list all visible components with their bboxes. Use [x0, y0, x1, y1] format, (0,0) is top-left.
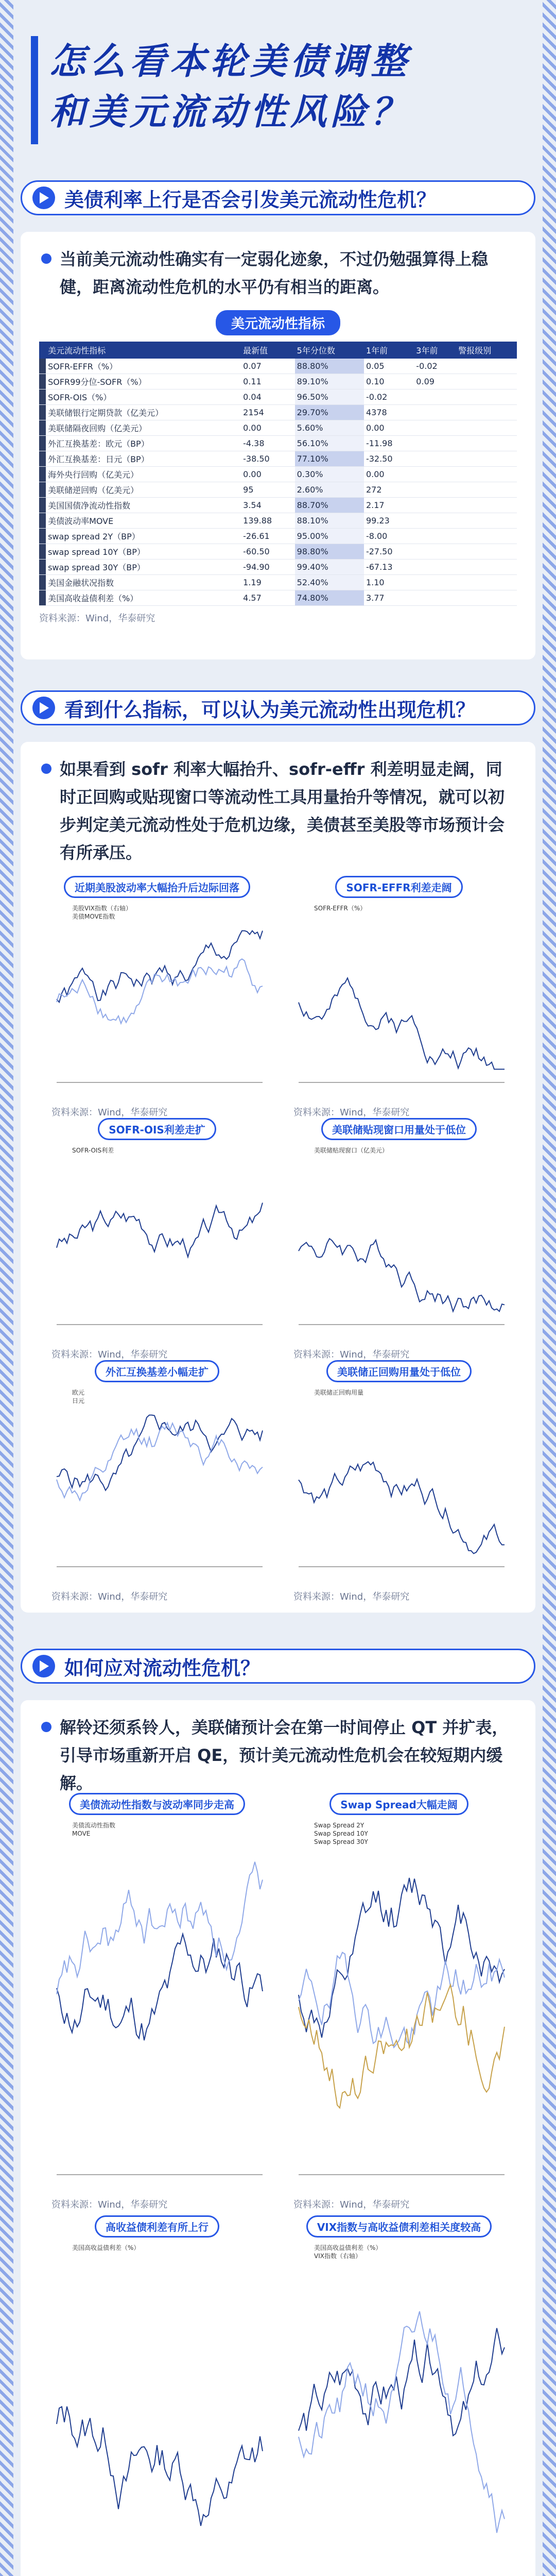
legend-label: Swap Spread 30Y: [314, 1838, 368, 1845]
series-line: [57, 1423, 263, 1500]
table-cell: 29.70%: [295, 405, 364, 420]
table-cell: 0.00: [241, 467, 295, 482]
table-cell: 3.54: [241, 498, 295, 513]
table-cell: [414, 560, 456, 575]
table-cell: SOFR99分位-SOFR（%）: [46, 374, 241, 389]
table-cell: [39, 467, 46, 482]
hero-title-2: 和美元流动性风险？: [49, 91, 411, 133]
chart-source: 资料来源：Wind，华泰研究: [293, 2199, 410, 2210]
table-cell: 88.70%: [295, 498, 364, 513]
chart: [41, 1360, 273, 1602]
table-row: [39, 560, 517, 575]
table-cell: [456, 498, 517, 513]
chart: [283, 2215, 515, 2576]
series-line: [57, 1934, 263, 2040]
table-cell: [414, 436, 456, 451]
legend-label: 美国高收益债利差（%）: [72, 2244, 140, 2251]
table-cell: [414, 420, 456, 436]
table-cell: [414, 575, 456, 590]
section-1-card: [21, 232, 535, 659]
legend-label: 日元: [72, 1397, 85, 1404]
table-cell: SOFR-OIS（%）: [46, 389, 241, 405]
table-cell: 美债波动率MOVE: [46, 513, 241, 529]
play-icon: [32, 697, 55, 719]
right-stripe: [543, 0, 556, 2576]
chart-svg: [41, 2242, 273, 2576]
table-cell: SOFR-EFFR（%）: [46, 359, 241, 374]
hero: [31, 36, 525, 155]
table-cell: 2.60%: [295, 482, 364, 498]
table-cell: [456, 374, 517, 389]
section-2-title: 看到什么指标，可以认为美元流动性出现危机？: [21, 690, 535, 725]
table-cell: [456, 544, 517, 560]
table-cell: [456, 420, 517, 436]
section-2-para: 如果看到 sofr 利率大幅抬升、sofr-effr 利差明显走阔，同时正回购或贴现窗口等流动性工具用量抬升等情况，就可以初步判定美元流动性处于危机边缘，美债甚至美股等市场预计会有所承压。: [39, 755, 517, 867]
table-cell: 外汇互换基差：日元（BP）: [46, 451, 241, 467]
table-cell: [456, 590, 517, 606]
table-cell: [414, 544, 456, 560]
table-pill: 美元流动性指标: [216, 310, 340, 335]
chart-source: 资料来源：Wind，华泰研究: [51, 1591, 168, 1602]
table-header: 3年前: [414, 342, 456, 359]
table-cell: [39, 420, 46, 436]
table-row: [39, 420, 517, 436]
table-cell: 1.19: [241, 575, 295, 590]
table-cell: 0.09: [414, 374, 456, 389]
chart: [283, 1793, 515, 2210]
chart-source: 资料来源：Wind，华泰研究: [293, 1107, 410, 1118]
section-1-title: 美债利率上行是否会引发美元流动性危机？: [21, 180, 535, 215]
table-cell: -94.90: [241, 560, 295, 575]
series-line: [299, 1462, 505, 1553]
series-line: [57, 1862, 263, 1994]
series-line: [57, 2406, 263, 2526]
table-cell: [456, 529, 517, 544]
table-cell: -32.50: [364, 451, 414, 467]
chart-svg: [41, 1819, 273, 2190]
chart-svg: [283, 1386, 515, 1582]
chart: [283, 1118, 515, 1360]
table-cell: [456, 451, 517, 467]
series-line: [299, 1878, 505, 2038]
legend-label: 美债流动性指数: [72, 1822, 116, 1829]
table-cell: 4.57: [241, 590, 295, 606]
table-cell: 99.23: [364, 513, 414, 529]
table-cell: swap spread 2Y（BP）: [46, 529, 241, 544]
table-row: [39, 374, 517, 389]
table-cell: 美联储隔夜回购（亿美元）: [46, 420, 241, 436]
table-row: [39, 575, 517, 590]
chart-source: 资料来源：Wind，华泰研究: [51, 2199, 168, 2210]
table-cell: -0.02: [414, 359, 456, 374]
liquidity-table: [39, 342, 517, 606]
table-header: 最新值: [241, 342, 295, 359]
chart-title: SOFR-EFFR利差走阔: [335, 876, 462, 898]
table-row: [39, 467, 517, 482]
legend-label: VIX指数（右轴）: [314, 2252, 361, 2260]
table-cell: 77.10%: [295, 451, 364, 467]
table-cell: -60.50: [241, 544, 295, 560]
table-cell: [39, 544, 46, 560]
hero-bar: [31, 36, 38, 144]
chart-title: 美联储贴现窗口用量处于低位: [321, 1118, 477, 1140]
table-cell: -8.00: [364, 529, 414, 544]
table-cell: 99.40%: [295, 560, 364, 575]
table-cell: -38.50: [241, 451, 295, 467]
table-cell: -27.50: [364, 544, 414, 560]
chart-title: VIX指数与高收益债利差相关度较高: [306, 2215, 492, 2238]
table-cell: [414, 482, 456, 498]
chart: [41, 876, 273, 1118]
table-cell: [456, 359, 517, 374]
series-line: [57, 1415, 263, 1490]
hero-title-1: 怎么看本轮美债调整: [49, 40, 411, 82]
table-cell: [414, 513, 456, 529]
legend-label: SOFR-EFFR（%）: [314, 905, 367, 912]
table-row: [39, 359, 517, 374]
table-header: 美元流动性指标: [46, 342, 241, 359]
table-cell: 美国高收益债利差（%）: [46, 590, 241, 606]
table-cell: 美国金融状况指数: [46, 575, 241, 590]
bullet-icon: [41, 764, 51, 774]
table-cell: [414, 529, 456, 544]
table-cell: [39, 513, 46, 529]
chart-title: 外汇互换基差小幅走扩: [95, 1360, 219, 1382]
table-cell: 0.10: [364, 374, 414, 389]
table-cell: 0.04: [241, 389, 295, 405]
chart-svg: [283, 2242, 515, 2576]
chart: [41, 2215, 273, 2576]
table-cell: [39, 451, 46, 467]
table-header: 1年前: [364, 342, 414, 359]
table-cell: [456, 467, 517, 482]
table-cell: 0.00: [364, 420, 414, 436]
legend-label: Swap Spread 2Y: [314, 1822, 364, 1829]
table-row: [39, 498, 517, 513]
table-cell: [39, 436, 46, 451]
table-cell: [414, 590, 456, 606]
table-cell: -0.02: [364, 389, 414, 405]
table-cell: 88.10%: [295, 513, 364, 529]
table-cell: 52.40%: [295, 575, 364, 590]
legend-label: 欧元: [72, 1389, 85, 1396]
table-cell: 海外央行回购（亿美元）: [46, 467, 241, 482]
table-cell: [39, 529, 46, 544]
table-cell: [456, 436, 517, 451]
table-cell: 美联储银行定期贷款（亿美元）: [46, 405, 241, 420]
chart-svg: [41, 902, 273, 1098]
source-1: 资料来源：Wind，华泰研究: [39, 613, 155, 624]
table-cell: [39, 389, 46, 405]
table-cell: [39, 575, 46, 590]
table-cell: [39, 482, 46, 498]
legend-label: 美联储正回购用量: [314, 1389, 364, 1396]
chart-source: 资料来源：Wind，华泰研究: [51, 1107, 168, 1118]
play-icon: [32, 1655, 55, 1677]
table-cell: 0.05: [364, 359, 414, 374]
table-cell: 0.07: [241, 359, 295, 374]
series-line: [57, 1203, 263, 1257]
chart-source: 资料来源：Wind，华泰研究: [51, 1349, 168, 1360]
table-cell: -4.38: [241, 436, 295, 451]
table-row: [39, 544, 517, 560]
table-cell: 272: [364, 482, 414, 498]
table-cell: [456, 560, 517, 575]
legend-label: Swap Spread 10Y: [314, 1830, 368, 1837]
legend-label: 美联储贴现窗口（亿美元）: [314, 1147, 389, 1154]
table-cell: [414, 451, 456, 467]
table-cell: [414, 498, 456, 513]
chart-title: Swap Spread大幅走阔: [329, 1793, 468, 1815]
left-stripe: [0, 0, 13, 2576]
table-cell: [456, 405, 517, 420]
table-row: [39, 529, 517, 544]
series-line: [299, 1239, 505, 1311]
chart-title: 美债流动性指数与波动率同步走高: [69, 1793, 245, 1815]
bullet-icon: [41, 253, 51, 264]
table-cell: [414, 467, 456, 482]
table-cell: 139.88: [241, 513, 295, 529]
table-cell: 0.11: [241, 374, 295, 389]
chart-svg: [41, 1144, 273, 1340]
table-cell: 95.00%: [295, 529, 364, 544]
table-cell: [456, 482, 517, 498]
table-cell: 74.80%: [295, 590, 364, 606]
table-row: [39, 482, 517, 498]
legend-label: MOVE: [72, 1830, 91, 1837]
table-cell: -67.13: [364, 560, 414, 575]
chart-svg: [283, 902, 515, 1098]
play-icon: [32, 187, 55, 209]
table-cell: 0.00: [241, 420, 295, 436]
table-cell: 美国国债净流动性指数: [46, 498, 241, 513]
chart-title: SOFR-OIS利差走扩: [98, 1118, 216, 1140]
chart-svg: [41, 1386, 273, 1582]
table-row: [39, 436, 517, 451]
table-cell: [456, 575, 517, 590]
table-cell: 1.10: [364, 575, 414, 590]
series-line: [299, 1953, 505, 2048]
chart: [41, 1118, 273, 1360]
table-cell: [39, 498, 46, 513]
table-cell: [456, 513, 517, 529]
table-row: [39, 513, 517, 529]
table-header: 5年分位数: [295, 342, 364, 359]
section-3-title: 如何应对流动性危机？: [21, 1649, 535, 1684]
chart: [283, 876, 515, 1118]
series-line: [299, 978, 505, 1069]
table-row: [39, 451, 517, 467]
chart-title: 高收益债利差有所上行: [95, 2215, 219, 2238]
section-1-para: 当前美元流动性确实有一定弱化迹象，不过仍勉强算得上稳健，距离流动性危机的水平仍有相当的距离。: [39, 245, 517, 301]
table-cell: 96.50%: [295, 389, 364, 405]
section-3-para: 解铃还须系铃人，美联储预计会在第一时间停止 QT 并扩表，引导市场重新开启 QE，预计美元流动性危机会在较短期内缓解。: [39, 1714, 517, 1797]
table-cell: [414, 405, 456, 420]
series-line: [299, 2311, 505, 2533]
table-cell: 4378: [364, 405, 414, 420]
table-cell: [39, 405, 46, 420]
series-line: [299, 1985, 505, 2108]
legend-label: SOFR-OIS利差: [72, 1147, 114, 1154]
table-header: [39, 342, 46, 359]
table-cell: 5.60%: [295, 420, 364, 436]
table-cell: 3.77: [364, 590, 414, 606]
table-cell: 89.10%: [295, 374, 364, 389]
chart-svg: [283, 1819, 515, 2190]
table-cell: [39, 374, 46, 389]
chart-source: 资料来源：Wind，华泰研究: [293, 1349, 410, 1360]
chart-title: 近期美股波动率大幅抬升后边际回落: [64, 876, 250, 898]
table-cell: 95: [241, 482, 295, 498]
table-cell: [456, 389, 517, 405]
table-cell: 88.80%: [295, 359, 364, 374]
table-row: [39, 590, 517, 606]
table-row: [39, 389, 517, 405]
table-cell: -26.61: [241, 529, 295, 544]
chart-source: 资料来源：Wind，华泰研究: [293, 1591, 410, 1602]
legend-label: 美股VIX指数（右轴）: [72, 905, 132, 912]
table-cell: 56.10%: [295, 436, 364, 451]
table-cell: 0.30%: [295, 467, 364, 482]
table-cell: 98.80%: [295, 544, 364, 560]
table-cell: -11.98: [364, 436, 414, 451]
table-cell: [39, 590, 46, 606]
table-cell: 0.00: [364, 467, 414, 482]
table-cell: 美联储逆回购（亿美元）: [46, 482, 241, 498]
table-cell: 2.17: [364, 498, 414, 513]
table-cell: swap spread 30Y（BP）: [46, 560, 241, 575]
legend-label: 美债MOVE指数: [72, 913, 115, 920]
chart-title: 美联储正回购用量处于低位: [326, 1360, 472, 1382]
table-cell: [39, 560, 46, 575]
chart: [283, 1360, 515, 1602]
table-cell: 外汇互换基差：欧元（BP）: [46, 436, 241, 451]
bullet-icon: [41, 1722, 51, 1732]
legend-label: 美国高收益债利差（%）: [314, 2244, 382, 2251]
chart: [41, 1793, 273, 2210]
table-cell: [39, 359, 46, 374]
chart-svg: [283, 1144, 515, 1340]
table-header: 警报级别: [456, 342, 517, 359]
table-cell: [414, 389, 456, 405]
table-row: [39, 405, 517, 420]
table-cell: swap spread 10Y（BP）: [46, 544, 241, 560]
table-cell: 2154: [241, 405, 295, 420]
